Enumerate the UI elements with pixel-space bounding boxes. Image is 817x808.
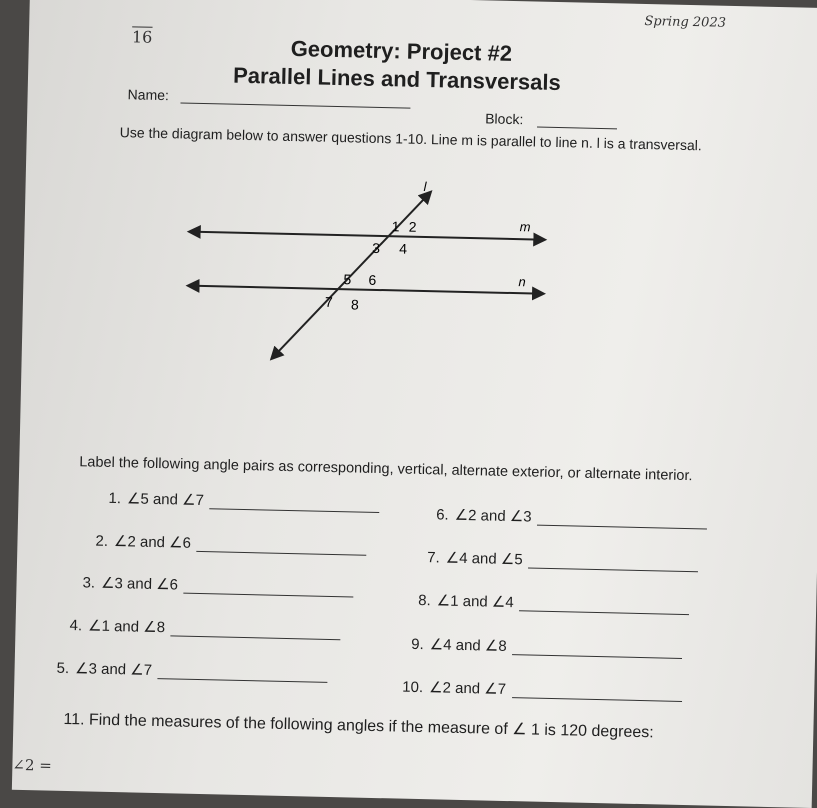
worksheet-page <box>12 0 817 808</box>
answer-blank[interactable] <box>158 664 328 683</box>
question-number: 9. <box>411 635 424 654</box>
angle-7: 7 <box>324 293 333 310</box>
block-field <box>485 110 617 129</box>
question-row <box>108 489 380 513</box>
angle-1: 1 <box>391 218 400 235</box>
question-number: 3. <box>82 574 96 592</box>
answer-blank[interactable] <box>210 494 380 513</box>
answer-blank[interactable] <box>512 683 682 702</box>
question-row <box>436 505 708 529</box>
question-number: 5. <box>56 659 70 678</box>
worksheet-title: Geometry: Project #2 <box>290 35 513 66</box>
question-number: 6. <box>436 506 449 524</box>
question-text: ∠1 and ∠4 <box>436 592 514 612</box>
label-n: n <box>518 274 526 290</box>
question-number: 4. <box>69 617 83 635</box>
question-text: ∠3 and ∠7 <box>74 660 153 679</box>
question-text: ∠5 and ∠7 <box>126 490 205 510</box>
question-text: ∠2 and ∠3 <box>454 506 532 526</box>
answer-blank[interactable] <box>528 553 698 572</box>
question-text: ∠2 and ∠7 <box>428 679 507 698</box>
question-number: 10. <box>402 678 424 697</box>
block-blank <box>537 113 617 130</box>
answer-blank[interactable] <box>197 537 367 556</box>
question-number: 8. <box>418 591 431 610</box>
question-row <box>82 573 354 597</box>
answer-blank[interactable] <box>184 579 354 598</box>
answer-blank[interactable] <box>537 511 707 530</box>
name-label: Name: <box>127 86 170 104</box>
question-number: 1. <box>108 489 122 508</box>
angle-2: 2 <box>408 218 417 235</box>
angle-5: 5 <box>343 271 352 288</box>
parallel-lines-diagram <box>171 168 575 377</box>
question-row <box>402 678 682 702</box>
block-label: Block: <box>485 110 524 128</box>
line-m <box>190 232 545 240</box>
angle-8: 8 <box>350 296 359 313</box>
question-row <box>69 616 341 640</box>
handwritten-note: Spring 2023 <box>644 13 727 31</box>
question-text: ∠3 and ∠6 <box>100 574 179 594</box>
worksheet-subtitle: Parallel Lines and Transversals <box>232 62 562 96</box>
instructions: Use the diagram below to answer questions 1-10. Line m is parallel to line n. l is a transversal. <box>119 124 702 154</box>
answer-blank[interactable] <box>513 640 683 659</box>
angle-6: 6 <box>368 271 377 288</box>
line-n <box>188 286 543 294</box>
question-text: ∠4 and ∠5 <box>445 549 523 569</box>
question-row <box>411 635 683 659</box>
question-11: 11. Find the measures of the following angles if the measure of ∠ 1 is 120 degrees: <box>63 710 654 742</box>
question-row <box>56 659 328 683</box>
question-row <box>418 591 690 615</box>
question-text: ∠1 and ∠8 <box>87 617 166 637</box>
angle-4: 4 <box>399 240 408 257</box>
question-row <box>427 548 699 572</box>
angle-3: 3 <box>372 239 381 257</box>
answer-blank[interactable] <box>519 596 689 615</box>
question-text: ∠2 and ∠6 <box>113 533 192 552</box>
label-m: m <box>519 219 531 235</box>
label-l: l <box>423 178 427 195</box>
question-number: 2. <box>95 532 109 550</box>
question-text: ∠4 and ∠8 <box>429 636 507 655</box>
answer-angle-2[interactable]: ∠2 = <box>12 755 53 775</box>
label-prompt: Label the following angle pairs as corresponding, vertical, alternate exterior, or alternate interior. <box>79 454 693 485</box>
question-row <box>95 532 367 556</box>
name-blank <box>181 88 411 108</box>
question-number: 7. <box>427 549 440 567</box>
score-mark: 16 <box>131 27 153 47</box>
answer-blank[interactable] <box>171 621 341 640</box>
